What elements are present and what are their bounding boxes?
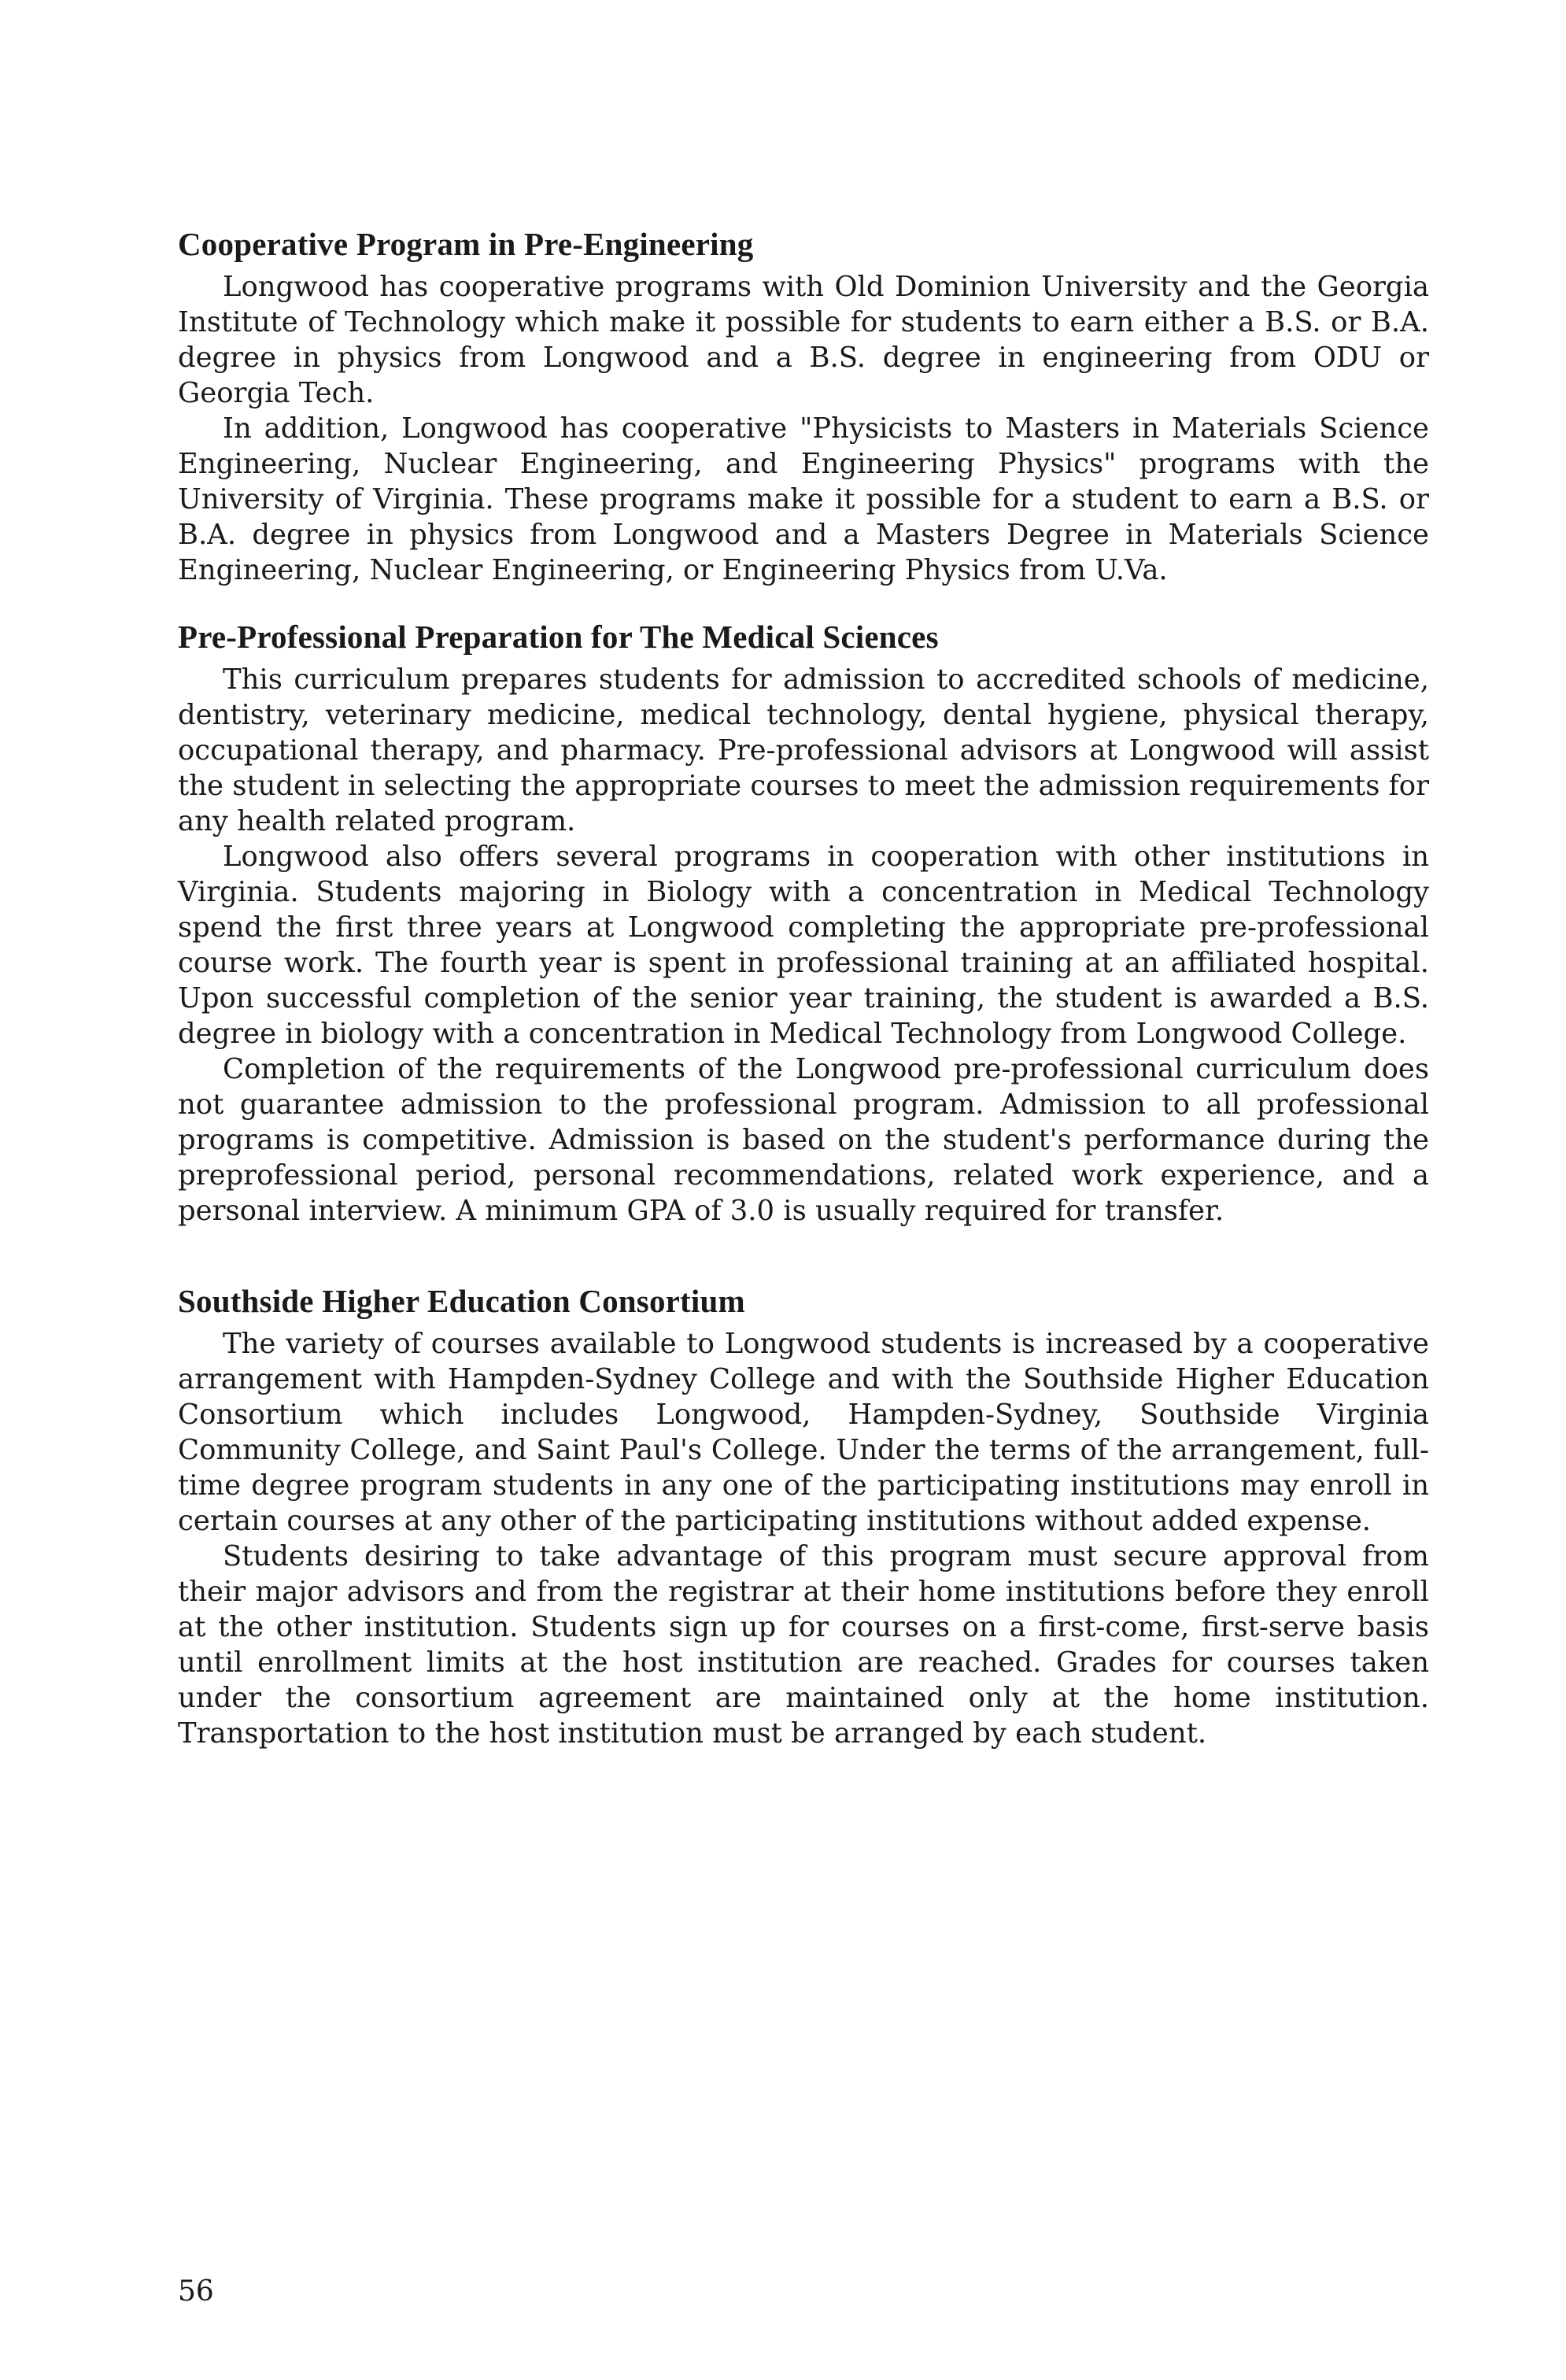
section-pre-engineering: [178, 224, 1429, 588]
paragraph: In addition, Longwood has cooperative "Physicists to Masters in Materials Science Engineering, Nuclear Engineering, and Engineering Physics" programs with the University of Virginia. These programs make it possible for a student to earn a B.S. or B.A. degree in physics from Longwood and a Masters Degree in Materials Science Engineering, Nuclear Engineering, or Engineering Physics from U.Va.: [178, 412, 1429, 586]
section-heading: Pre-Professional Preparation for The Medical Sciences: [178, 619, 939, 655]
page-number: 56: [178, 2275, 214, 2308]
paragraph: This curriculum prepares students for admission to accredited schools of medicine, dentistry, veterinary medicine, medical technology, dental hygiene, physical therapy, occupational therapy, and pharmacy. Pre-professional advisors at Longwood will assist the student in selecting the appropriate courses to meet the admission requirements for any health related program.: [178, 663, 1429, 837]
paragraph: Students desiring to take advantage of this program must secure approval from their major advisors and from the registrar at their home institutions before they enroll at the other institution. Students sign up for courses on a first-come, first-serve basis until enrollment limits at the host institution are reached. Grades for courses taken under the consortium agreement are maintained only at the home institution. Transportation to the host institution must be arranged by each student.: [178, 1540, 1429, 1750]
document-page: [178, 224, 1429, 1751]
paragraph: Completion of the requirements of the Longwood pre-professional curriculum does not guarantee admission to the professional program. Admission to all professional programs is competitive. Admission is based on the student's performance during the preprofessional period, personal recommendations, related work experience, and a personal interview. A minimum GPA of 3.0 is usually required for transfer.: [178, 1053, 1429, 1227]
paragraph: Longwood has cooperative programs with Old Dominion University and the Georgia Institute of Technology which make it possible for students to earn either a B.S. or B.A. degree in physics from Longwood and a B.S. degree in engineering from ODU or Georgia Tech.: [178, 271, 1429, 409]
section-southside-consortium: [178, 1281, 1429, 1751]
section-heading: Southside Higher Education Consortium: [178, 1283, 745, 1319]
section-medical-sciences: [178, 616, 1429, 1229]
section-heading: Cooperative Program in Pre-Engineering: [178, 226, 754, 262]
paragraph: The variety of courses available to Longwood students is increased by a cooperative arrangement with Hampden-Sydney College and with the Southside Higher Education Consortium which includes Longwood, Hampden-Sydney, Southside Virginia Community College, and Saint Paul's College. Under the terms of the arrangement, full-time degree program students in any one of the participating institutions may enroll in certain courses at any other of the participating institutions without added expense.: [178, 1328, 1429, 1537]
paragraph: Longwood also offers several programs in cooperation with other institutions in Virginia. Students majoring in Biology with a concentration in Medical Technology spend the first three years at Longwood completing the appropriate pre-professional course work. The fourth year is spent in professional training at an affiliated hospital. Upon successful completion of the senior year training, the student is awarded a B.S. degree in biology with a concentration in Medical Technology from Longwood College.: [178, 841, 1429, 1050]
